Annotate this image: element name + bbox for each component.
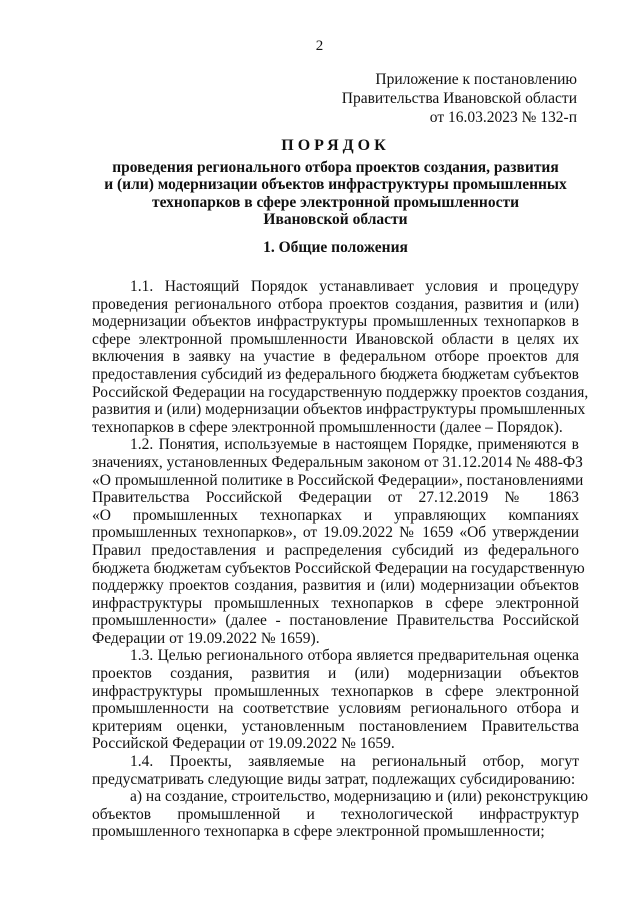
appendix-note (342, 70, 577, 127)
paragraph-line: промышленности на соответствие условиям регионального отбора и (92, 700, 579, 718)
paragraph-line: 1.3. Целью регионального отбора является предварительная оценка (130, 647, 579, 665)
document-body (92, 278, 589, 841)
paragraph (92, 647, 579, 753)
document-subtitle-line: технопарков в сфере электронной промышленности (151, 193, 520, 211)
document-title-block (92, 137, 579, 229)
paragraph (92, 753, 579, 788)
paragraph-line: Российской Федерации на государственную поддержку проектов создания, (92, 383, 589, 401)
paragraph-line: объектов промышленной и технологической инфраструктур (92, 805, 579, 823)
paragraph-line: бюджета бюджетам субъектов Российской Федерации на государственную (92, 559, 585, 577)
section-heading: 1. Общие положения (263, 239, 408, 256)
appendix-line: от 16.03.2023 № 132-п (429, 109, 577, 126)
paragraph (92, 436, 585, 647)
paragraph-line: Правил предоставления и распределения субсидий из федерального (92, 541, 579, 559)
paragraph-line: критериям оценки, установленным постановлением Правительства (92, 717, 579, 735)
paragraph-line: предусматривать следующие виды затрат, подлежащих субсидированию: (92, 770, 576, 788)
paragraph-line: 1.1. Настоящий Порядок устанавливает условия и процедуру (130, 278, 579, 295)
paragraph-line: предоставления субсидий из федерального бюджета бюджетам субъектов (92, 365, 579, 383)
appendix-line: Правительства Ивановской области (341, 90, 577, 107)
paragraph-line: «О промышленных технопарках и управляющих компаниях (92, 506, 579, 524)
paragraph-line: а) на создание, строительство, модернизацию и (или) реконструкцию (130, 788, 589, 806)
page-number: 2 (315, 38, 324, 54)
paragraph (92, 278, 589, 436)
paragraph-line: модернизации объектов инфраструктуры промышленных технопарков в (92, 313, 579, 331)
paragraph (92, 788, 589, 841)
document-title: ПОРЯДОК (281, 137, 390, 154)
paragraph-line: включения в заявку на участие в федеральном отборе проектов для (92, 348, 579, 366)
paragraph-line: 1.2. Понятия, используемые в настоящем Порядке, применяются в (130, 436, 579, 454)
appendix-line: Приложение к постановлению (375, 71, 577, 88)
document-subtitle-line: и (или) модернизации объектов инфраструктуры промышленных (104, 176, 567, 193)
paragraph-line: 1.4. Проекты, заявляемые на региональный отбор, могут (130, 753, 579, 771)
document-subtitle-line: проведения регионального отбора проектов создания, развития (112, 158, 559, 176)
paragraph-line: значениях, установленных Федеральным законом от 31.12.2014 № 488-ФЗ (92, 453, 583, 471)
paragraph-line: проектов создания, развития и (или) модернизации объектов (92, 665, 579, 683)
paragraph-line: технопарков в сфере электронной промышленности (далее – Порядок). (92, 418, 563, 436)
paragraph-line: развития и (или) модернизации объектов инфраструктуры промышленных (92, 401, 586, 419)
paragraph-line: Российской Федерации от 19.09.2022 № 1659. (92, 735, 395, 753)
paragraph-line: инфраструктуры промышленных технопарков в сфере электронной (92, 682, 579, 700)
paragraph-line: промышленных технопарков», от 19.09.2022 № 1659 «Об утверждении (92, 524, 579, 542)
paragraph-line: «О промышленной политике в Российской Федерации», постановлениями (92, 471, 584, 489)
document-subtitle-line: Ивановской области (263, 211, 408, 228)
paragraph-line: промышленного технопарка в сфере электронной промышленности; (92, 823, 545, 841)
paragraph-line: Федерации от 19.09.2022 № 1659). (92, 629, 320, 647)
paragraph-line: сфере электронной промышленности Ивановской области в целях их (92, 330, 579, 348)
paragraph-line: Правительства Российской Федерации от 27.12.2019 № 1863 (92, 489, 579, 507)
paragraph-line: поддержку проектов создания, развития и (или) модернизации объектов (92, 577, 579, 595)
paragraph-line: инфраструктуры промышленных технопарков в сфере электронной (92, 594, 579, 612)
paragraph-line: проведения регионального отбора проектов создания, развития и (или) (92, 295, 579, 313)
paragraph-line: промышленности» (далее - постановление Правительства Российской (92, 612, 579, 630)
